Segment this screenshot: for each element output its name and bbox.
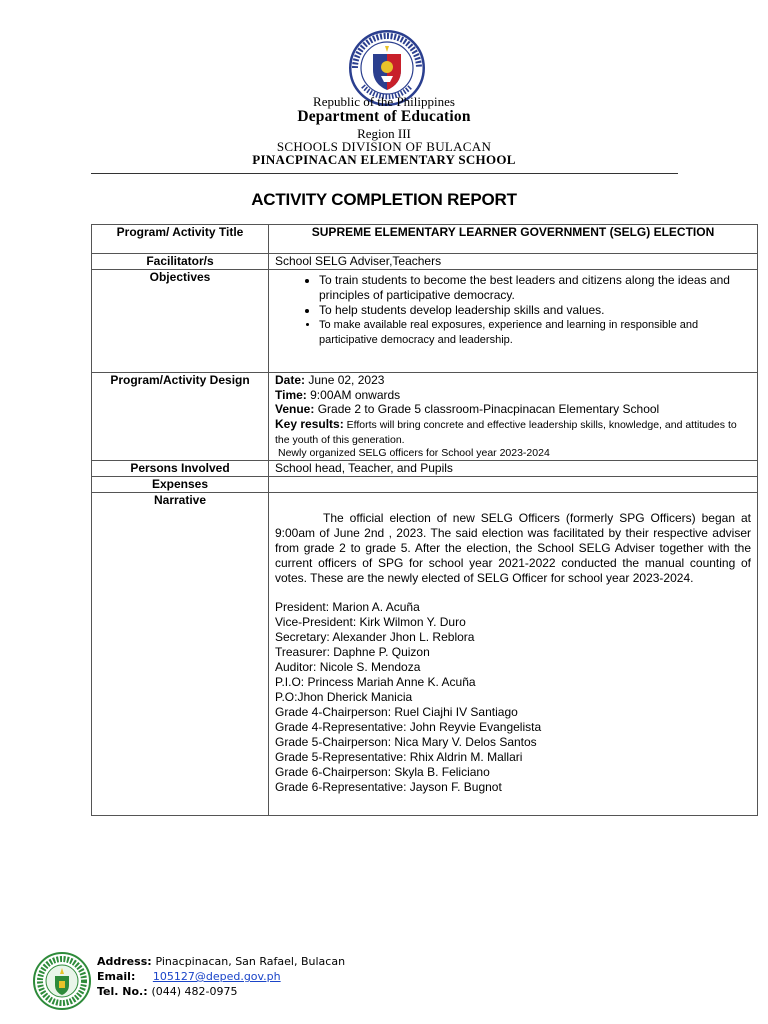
report-title: ACTIVITY COMPLETION REPORT (251, 190, 517, 209)
officer-line: Secretary: Alexander Jhon L. Reblora (275, 629, 475, 644)
officer-line: Grade 4-Chairperson: Ruel Ciajhi IV Santiago (275, 704, 518, 719)
table-row (92, 225, 758, 254)
expenses-value (269, 476, 758, 492)
officer-line: Vice-President: Kirk Wilmon Y. Duro (275, 614, 466, 629)
persons-value: School head, Teacher, and Pupils (269, 460, 758, 476)
facilitators-value: School SELG Adviser,Teachers (269, 254, 758, 270)
letterhead-division: SCHOOLS DIVISION OF BULACAN (276, 139, 492, 154)
expenses-label: Expenses (92, 476, 269, 492)
officer-line: President: Marion A. Acuña (275, 599, 420, 614)
footer-address (97, 955, 345, 968)
officer-line: Grade 5-Chairperson: Nica Mary V. Delos Santos (275, 734, 537, 749)
date-value: June 02, 2023 (305, 373, 385, 387)
letterhead-region: Region III (357, 126, 411, 141)
design-value (269, 373, 758, 461)
email-link[interactable]: 105127@deped.gov.ph (152, 970, 281, 983)
list-item: • To make available real exposures, experience and learning in responsible and participative democracy and leadership. (319, 318, 751, 348)
list-item: • To help students develop leadership skills and values. (319, 303, 751, 318)
officer-line: Grade 6-Chairperson: Skyla B. Feliciano (275, 764, 490, 779)
list-item: • To train students to become the best leaders and citizens along the ideas and principles of participative democracy. (319, 273, 751, 303)
letterhead-divider (91, 173, 678, 174)
key-results-label: Key results: (275, 416, 344, 431)
venue-label: Venue: (275, 402, 315, 416)
program-title-value: SUPREME ELEMENTARY LEARNER GOVERNMENT (SELG) ELECTION (269, 225, 758, 254)
letterhead-school: PINACPINACAN ELEMENTARY SCHOOL (252, 152, 516, 167)
objectives-label: Objectives (92, 270, 269, 373)
officer-line: P.O:Jhon Dherick Manicia (275, 689, 413, 704)
objectives-value (269, 270, 758, 373)
officer-line: Treasurer: Daphne P. Quizon (275, 644, 430, 659)
footer-tel (97, 985, 238, 998)
report-table (91, 224, 758, 816)
officer-line: Grade 5-Representative: Rhix Aldrin M. Mallari (275, 749, 523, 764)
table-row (92, 460, 758, 476)
time-label: Time: (275, 387, 307, 402)
program-title-label: Program/ Activity Title (92, 225, 269, 254)
table-row (92, 492, 758, 815)
persons-label: Persons Involved (92, 460, 269, 476)
narrative-label: Narrative (92, 492, 269, 815)
table-row (92, 373, 758, 461)
email-label: Email: (97, 970, 136, 983)
footer-email (97, 970, 281, 983)
letterhead-republic: Republic of the Philippines (313, 94, 455, 109)
objectives-list (275, 273, 751, 348)
facilitators-label: Facilitator/s (92, 254, 269, 270)
table-row (92, 254, 758, 270)
officer-line: P.I.O: Princess Mariah Anne K. Acuña (275, 674, 476, 689)
address-value: Pinacpinacan, San Rafael, Bulacan (155, 955, 346, 968)
key-results-value: Efforts will bring concrete and effective leadership skills, knowledge, and attitudes to the youth of this generation. (275, 418, 737, 446)
table-row (92, 476, 758, 492)
time-value: 9:00AM onwards (306, 387, 401, 402)
narrative-paragraph: The official election of new SELG Officers (formerly SPG Officers) began at 9:00am of June 2nd , 2023. The said election was facilitated by their respective adviser from grade 2 to grade 5. After the election, the School SELG Adviser together with the current officers of SPG for school year 2021-2022 conducted the manual counting of votes. These are the newly elected of SELG Officer for school year 2023-2024. (275, 510, 751, 585)
narrative-value (269, 492, 758, 815)
key-results-value-2: Newly organized SELG officers for School year 2023-2024 (278, 446, 550, 459)
officer-line: Grade 6-Representative: Jayson F. Bugnot (275, 779, 502, 794)
letterhead-department: Department of Education (297, 108, 471, 125)
officer-line: Grade 4-Representative: John Reyvie Evangelista (275, 719, 542, 734)
address-label: Address: (97, 955, 152, 968)
officer-line: Auditor: Nicole S. Mendoza (275, 659, 421, 674)
tel-value: (044) 482-0975 (151, 985, 238, 998)
venue-value: Grade 2 to Grade 5 classroom-Pinacpinacan Elementary School (314, 402, 660, 416)
school-logo (33, 952, 91, 1010)
date-label: Date: (275, 373, 306, 387)
tel-label: Tel. No.: (97, 985, 148, 998)
design-label: Program/Activity Design (92, 373, 269, 461)
table-row (92, 270, 758, 373)
